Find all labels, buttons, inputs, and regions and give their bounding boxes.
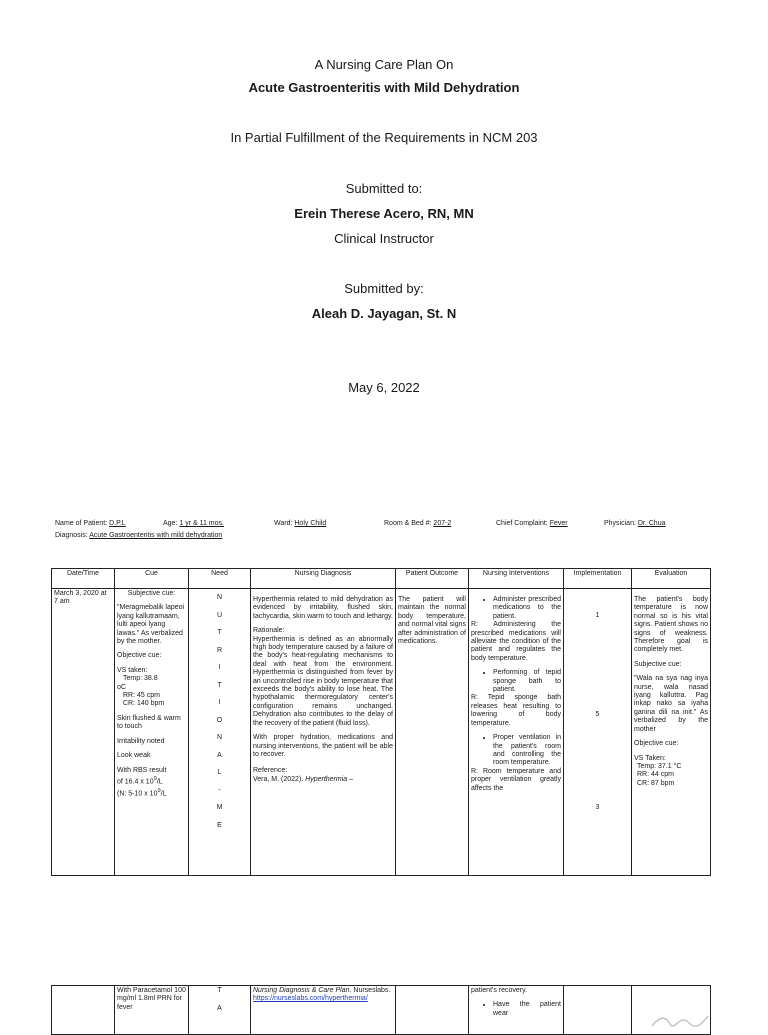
table-row xyxy=(52,986,711,1035)
patient-physician-row xyxy=(604,520,665,527)
need-letter: N xyxy=(216,734,223,741)
patient-diagnosis-value: Acute Gastroenteritis with mild dehydration xyxy=(89,532,223,539)
reference-line xyxy=(253,776,393,784)
wbc-exp: 9 xyxy=(153,775,157,782)
reference-site: Nurseslabs. xyxy=(353,987,391,994)
evaluation-subjective-label: Subjective cue: xyxy=(634,660,682,668)
intervention-rationale: R: Administering the prescribed medications will alleviate the condition of the patient and regulates the body temperature. xyxy=(471,621,561,662)
need-letter: N xyxy=(216,594,223,601)
header-outcome: Patient Outcome xyxy=(396,569,469,589)
vs-taken-label: VS taken: xyxy=(117,666,148,674)
temp-unit-letter: C xyxy=(120,683,126,691)
subjective-cue-text: "Meragmebalik lapeoi lyang kallutramaam, lulti apeoi lyang lawas." As verbalized by the mother. xyxy=(117,604,185,646)
evaluation-cell xyxy=(632,589,711,876)
implementation-cell xyxy=(564,589,632,876)
patient-complaint-value: Fever xyxy=(549,520,568,527)
submission-date: May 6, 2022 xyxy=(348,380,420,395)
patient-ward-label: Ward: xyxy=(274,520,293,527)
wbc-range-end: /L xyxy=(160,789,167,797)
wbc-line2 xyxy=(117,775,186,787)
patient-complaint-label: Chief Complaint: xyxy=(496,520,548,527)
intervention-rationale: R: Room temperature and proper ventilation greatly affects the xyxy=(471,767,561,792)
cue-continued: With Paracetamol 100 mg/ml 1.8ml PRN for fever xyxy=(117,987,186,1011)
patient-name-label: Name of Patient: xyxy=(55,520,108,527)
wbc-range xyxy=(117,787,186,799)
intervention-list xyxy=(471,596,561,621)
patient-age-value: 1 yr & 11 mos. xyxy=(179,520,224,527)
date-cell xyxy=(52,986,115,1035)
patient-diagnosis-row xyxy=(55,532,222,539)
patient-name-value: D.P.L xyxy=(109,520,126,527)
instructor-role: Clinical Instructor xyxy=(334,231,434,246)
diagnosis-main: Hyperthermia related to mild dehydration as evidenced by irritability, flushed skin, tachycardia, skin warm to touch and lethargy. xyxy=(253,596,393,620)
intervention-rationale: R: Tepid sponge bath releases heat resulting to lowering of body temperature. xyxy=(471,694,561,727)
header-evaluation: Evaluation xyxy=(632,569,711,589)
date-cell xyxy=(52,589,115,876)
care-plan-table xyxy=(51,568,711,876)
irritability-note: Irritability noted xyxy=(117,737,165,745)
reference-author: Vera, M. (2022). xyxy=(253,775,304,783)
date-text: March 3, 2020 at 7 am xyxy=(54,590,107,606)
cover-heading: A Nursing Care Plan On xyxy=(314,57,454,72)
intervention-item: • Administer prescribed medications to the patient. xyxy=(493,596,561,621)
need-letter: A xyxy=(217,1004,222,1012)
intervention-list xyxy=(471,669,561,694)
cue-cell xyxy=(115,589,189,876)
patient-age-row xyxy=(163,520,224,527)
need-letter: U xyxy=(216,611,223,619)
need-letter: I xyxy=(218,699,221,706)
intervention-item: • Performing of tepid sponge bath to patient. xyxy=(493,669,561,694)
instructor-name: Erein Therese Acero, RN, MN xyxy=(294,206,474,221)
need-letter: A xyxy=(217,751,222,759)
care-plan-table-continued xyxy=(51,985,711,1035)
intervention-continued: patient's recovery. xyxy=(471,987,528,994)
need-letter: I xyxy=(218,664,221,671)
temp-unit: oC xyxy=(117,683,126,691)
patient-age-label: Age: xyxy=(163,520,178,527)
reference-link[interactable]: https://nurseslabs.com/hyperthermia/ xyxy=(253,995,368,1003)
implementation-number: 5 xyxy=(595,711,600,719)
reference-title-continued: Nursing Diagnosis & Care Plan. xyxy=(253,987,352,994)
rr-value: RR: 45 cpm xyxy=(123,692,160,700)
need-letter: E xyxy=(217,821,222,829)
header-diagnosis: Nursing Diagnosis xyxy=(251,569,396,589)
rationale-label: Rationale: xyxy=(253,627,285,635)
need-letter: M xyxy=(216,804,223,811)
reference-label: Reference: xyxy=(253,767,288,775)
evaluation-temp: Temp: 37.1 °C xyxy=(637,762,682,770)
evaluation-main: The patient's body temperature is now normal so is his vital signs. Patient shows no signs of weakness. Therefore goal is completely met. xyxy=(634,596,708,654)
subjective-cue-label: Subjective cue: xyxy=(127,590,176,597)
wbc-line1: With RBS result xyxy=(117,766,167,774)
header-implementation: Implementation xyxy=(564,569,632,589)
patient-diagnosis-label: Diagnosis: xyxy=(55,532,88,539)
wbc-unit: /L xyxy=(156,778,163,786)
header-interventions: Nursing Interventions xyxy=(469,569,564,589)
patient-complaint-row xyxy=(496,520,568,527)
patient-name-row xyxy=(55,520,126,527)
diagnosis-ref-continued xyxy=(253,987,393,995)
outcome-cell xyxy=(396,986,469,1035)
evaluation-objective-label: Objective cue: xyxy=(634,740,679,748)
submitted-to-label: Submitted to: xyxy=(345,181,423,196)
need-letter: T xyxy=(217,629,222,636)
cover-fulfillment: In Partial Fulfillment of the Requirements in NCM 203 xyxy=(230,130,538,145)
wbc-value: of 16.4 x 10 xyxy=(117,778,154,786)
patient-room-label: Room & Bed #: xyxy=(384,520,432,527)
need-letter: T xyxy=(217,987,222,994)
cue-cell xyxy=(115,986,189,1035)
patient-physician-label: Physician: xyxy=(604,520,636,527)
header-need: Need xyxy=(189,569,251,589)
table-row xyxy=(52,589,711,876)
implementation-cell xyxy=(564,986,632,1035)
patient-ward-row xyxy=(274,520,326,527)
outcome-cell xyxy=(396,589,469,876)
skin-note: Skin flushed & warm to touch xyxy=(117,714,181,731)
header-cue: Cue xyxy=(115,569,189,589)
evaluation-rr: RR: 44 cpm xyxy=(637,771,674,779)
intervention-item: • Have the patient wear xyxy=(493,1001,561,1018)
signature-mark xyxy=(650,1012,720,1028)
temp-value: Temp: 38.8 xyxy=(123,675,158,683)
objective-cue-label: Objective cue: xyxy=(117,652,162,660)
look-note: Look weak xyxy=(117,752,151,760)
need-letter: O xyxy=(216,716,223,724)
need-letter: T xyxy=(217,681,222,689)
need-cell xyxy=(189,986,251,1035)
intervention-list xyxy=(471,1001,561,1018)
interventions-cell xyxy=(469,986,564,1035)
wbc-range-exp: 9 xyxy=(157,787,161,794)
header-date: Date/Time xyxy=(52,569,115,589)
patient-room-value: 207-2 xyxy=(433,520,452,527)
implementation-number: 1 xyxy=(595,612,600,619)
cr-value: CR: 140 bpm xyxy=(123,700,165,708)
patient-room-row xyxy=(384,520,451,527)
evaluation-vs-label: VS Taken: xyxy=(634,754,666,762)
diagnosis-cell xyxy=(251,589,396,876)
need-cell xyxy=(189,589,251,876)
diagnosis-proper: With proper hydration, medications and nursing interventions, the patient will be able to recover. xyxy=(253,734,393,758)
diagnosis-cell xyxy=(251,986,396,1035)
submitted-by-label: Submitted by: xyxy=(344,281,424,296)
need-letter: - xyxy=(218,786,221,794)
wbc-range-text: (N: 5-10 x 10 xyxy=(117,789,158,797)
implementation-number: 3 xyxy=(595,803,600,811)
patient-physician-value: Dr. Chua xyxy=(637,520,666,527)
table-header-row xyxy=(52,569,711,589)
need-letter: L xyxy=(217,769,222,776)
reference-title: Hyperthermia – xyxy=(305,775,354,783)
rationale-text: Hyperthermia is defined as an abnormally high body temperature caused by a failure of the body's heat-regulating mechanisms to deal with heat from the environment. Hyperthermia is distinguished from fever by an uncontrolled rise in body temperature that exceeds the body's ability to lose heat. The hypothalamic thermoregulatory center's configuration remains unchanged. Dehydration also contributes to the delay of the recovery of the patient (fluid loss). xyxy=(253,635,393,727)
cover-title: Acute Gastroenteritis with Mild Dehydration xyxy=(248,80,520,95)
evaluation-subjective: "Wala na sya nag inya nurse, wala nasad iyang kalluttra. Pag inkap nako sa iyaha ganina dili na init." As verbalized by the mother xyxy=(634,675,708,733)
student-name: Aleah D. Jayagan, St. N xyxy=(311,306,457,321)
intervention-item: • Proper ventilation in the patient's room and controlling the room temperature. xyxy=(493,734,561,768)
evaluation-cr: CR: 87 bpm xyxy=(637,779,675,787)
interventions-cell xyxy=(469,589,564,876)
outcome-text: The patient will maintain the normal body temperature, and normal vital signs after administration of medications. xyxy=(398,596,466,646)
need-letter: R xyxy=(216,646,223,654)
intervention-list xyxy=(471,734,561,768)
patient-ward-value: Holy Child xyxy=(294,520,327,527)
